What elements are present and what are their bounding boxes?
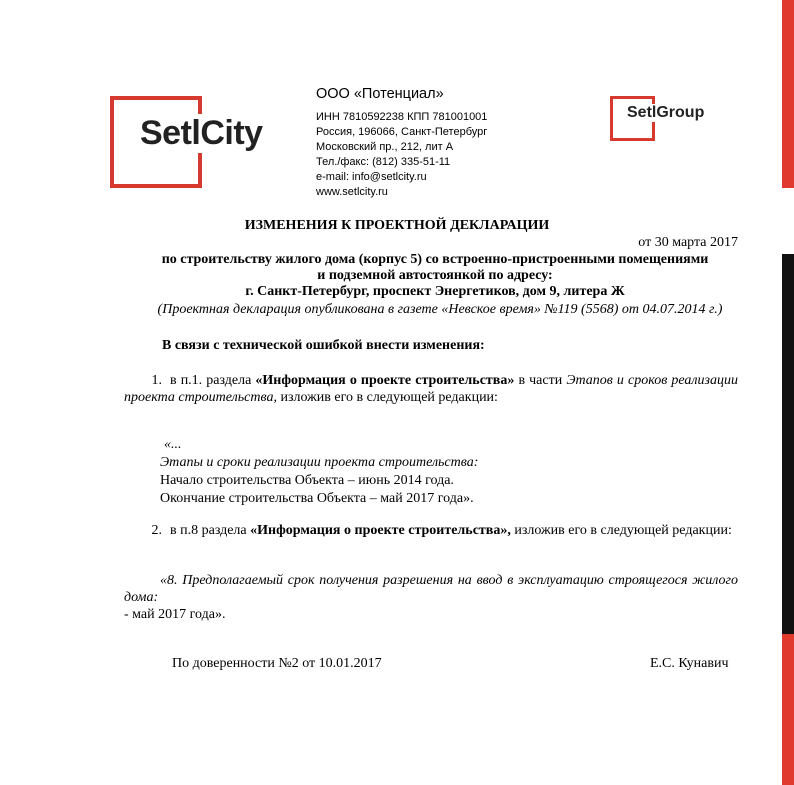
item-1-mid: в части: [514, 373, 567, 388]
quote-2-line: - май 2017 года».: [124, 607, 226, 622]
quote-2-italic: «8. Предполагаемый срок получения разрешения на ввод в эксплуатацию строящегося жилого дома:: [124, 573, 738, 605]
quote-2: [124, 572, 738, 623]
quote-1-heading: Этапы и сроки реализации проекта строительства:: [160, 455, 479, 470]
item-2-number: 2.: [151, 523, 162, 538]
item-1-italic: Этапов и сроков реализации проекта строительства,: [124, 373, 738, 405]
quote-1: [160, 436, 478, 508]
subject-line-3: г. Санкт-Петербург, проспект Энергетиков, дом 9, литера Ж: [245, 284, 625, 299]
item-1-number: 1.: [151, 373, 162, 388]
company-website: www.setlcity.ru: [316, 186, 388, 198]
signature-authority: По доверенности №2 от 10.01.2017: [172, 656, 382, 671]
company-address-city: Россия, 196066, Санкт-Петербург: [316, 126, 488, 138]
setlcity-logo: SetlCity: [140, 114, 263, 152]
edge-bar-black: [782, 254, 794, 634]
signature-name: Е.С. Кунавич: [650, 656, 729, 671]
quote-1-open: «...: [164, 437, 182, 452]
edge-bar-red-top: [782, 0, 794, 188]
item-1-pre: в п.1. раздела: [170, 373, 256, 388]
quote-1-line-2: Окончание строительства Объекта – май 2017 года».: [160, 491, 474, 506]
item-2-pre: в п.8 раздела: [170, 523, 251, 538]
company-name: ООО «Потенциал»: [316, 86, 444, 102]
item-1-section: «Информация о проекте строительства»: [255, 373, 515, 388]
company-block: [316, 86, 487, 200]
subject-line-2: и подземной автостоянкой по адресу:: [317, 268, 553, 283]
item-2: [124, 522, 738, 539]
company-phone: Тел./факс: (812) 335-51-11: [316, 156, 451, 168]
company-inn-kpp: ИНН 7810592238 КПП 781001001: [316, 111, 488, 123]
quote-1-line-1: Начало строительства Объекта – июнь 2014 года.: [160, 473, 454, 488]
item-1-post: изложив его в следующей редакции:: [276, 390, 498, 405]
item-1: [124, 372, 738, 406]
document-date: от 30 марта 2017: [638, 235, 738, 250]
publication-note: (Проектная декларация опубликована в газете «Невское время» №119 (5568) от 04.07.2014 г.): [157, 302, 723, 317]
setlgroup-logo: SetlGroup: [627, 104, 705, 121]
company-address-street: Московский пр., 212, лит А: [316, 141, 454, 153]
company-email: e-mail: info@setlcity.ru: [316, 171, 427, 183]
lead-statement: В связи с технической ошибкой внести изменения:: [162, 338, 485, 353]
document-title: ИЗМЕНЕНИЯ К ПРОЕКТНОЙ ДЕКЛАРАЦИИ: [244, 218, 550, 233]
item-2-section: «Информация о проекте строительства»,: [250, 523, 511, 538]
item-2-post: изложив его в следующей редакции:: [510, 523, 732, 538]
document-subject: [120, 252, 750, 300]
edge-bar-red-bottom: [782, 634, 794, 785]
subject-line-1: по строительству жилого дома (корпус 5) со встроенно-пристроенными помещениями: [161, 252, 709, 267]
